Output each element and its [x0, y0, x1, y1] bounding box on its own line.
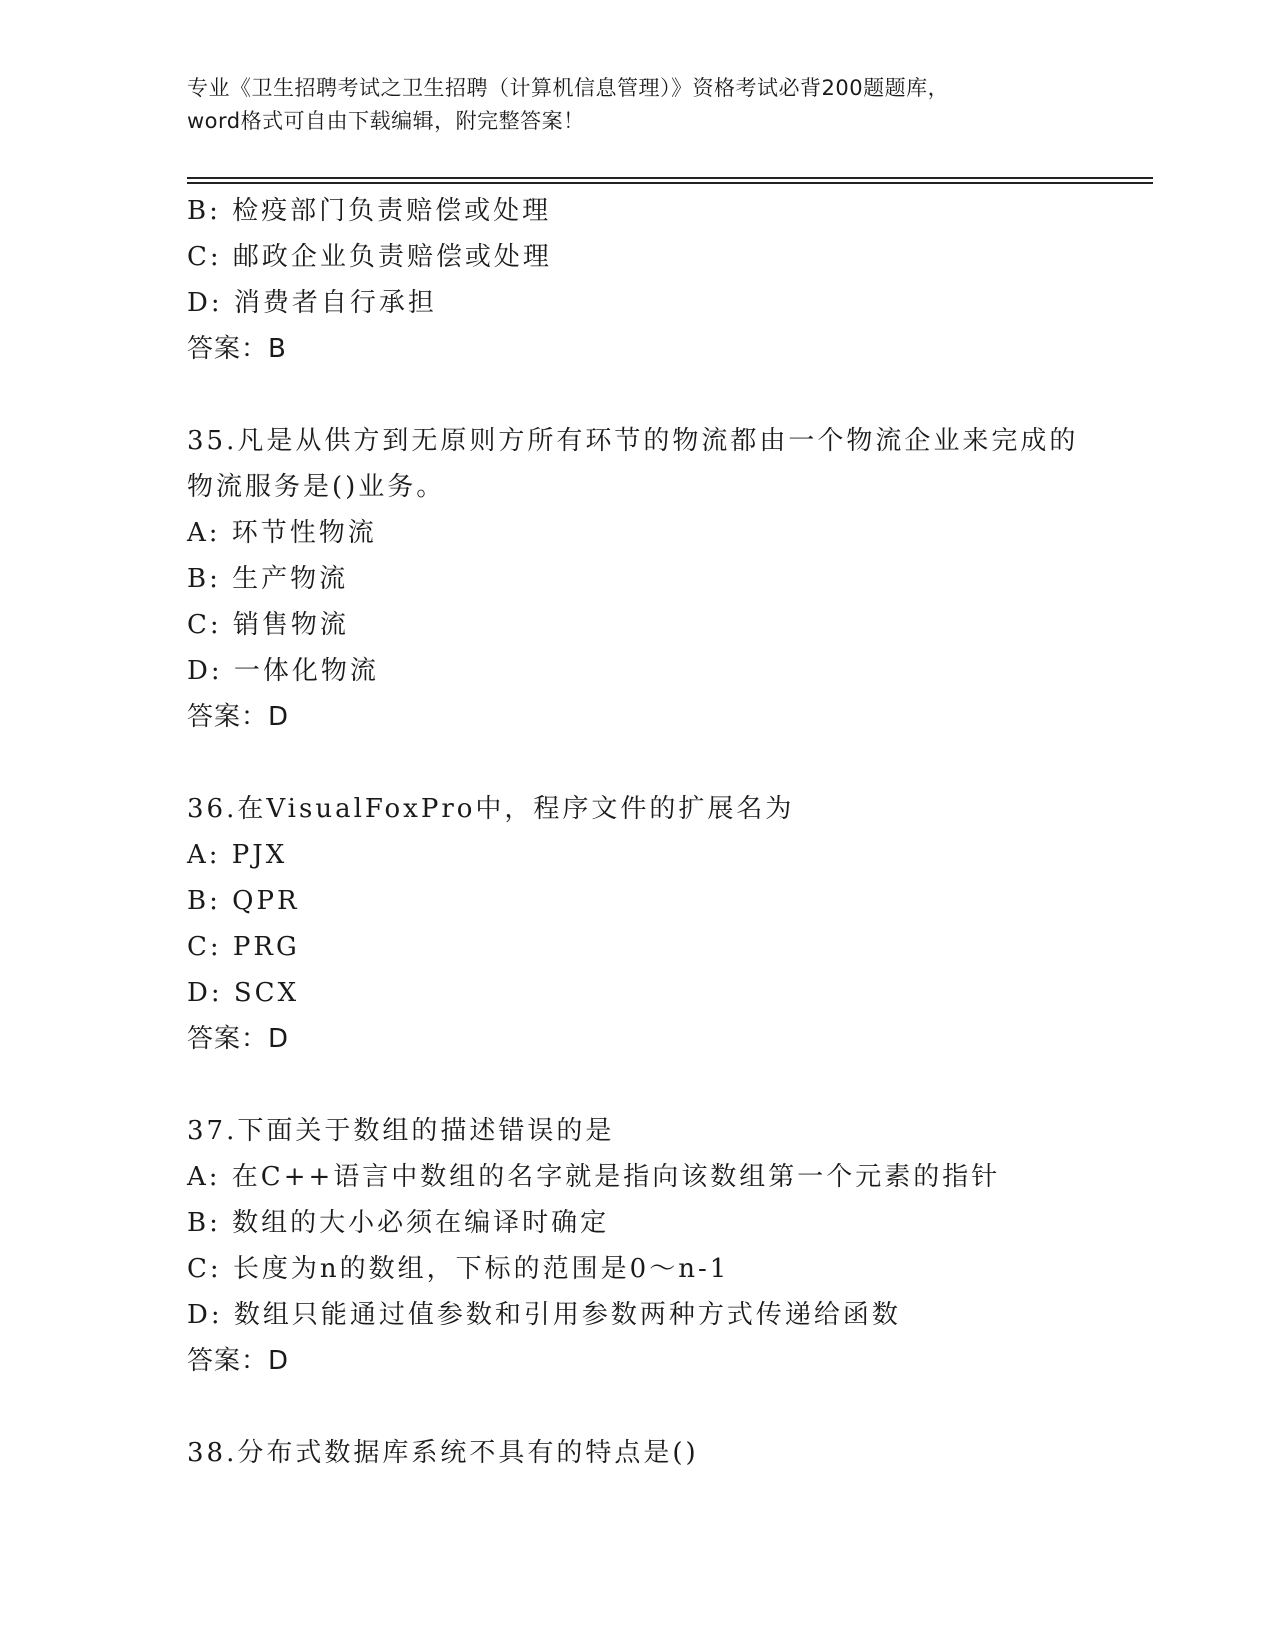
- document-header: [187, 72, 1087, 138]
- header-divider-top: [187, 177, 1153, 179]
- option-c: C: 邮政企业负责赔偿或处理: [187, 242, 552, 272]
- header-line-1: 专业《卫生招聘考试之卫生招聘（计算机信息管理）》资格考试必背200题题库，: [187, 76, 950, 100]
- option-a: A: PJX: [187, 840, 288, 870]
- question-34: [187, 188, 1087, 372]
- answer: 答案：D: [187, 702, 290, 732]
- spacer: [187, 740, 1087, 786]
- option-d: D: 消费者自行承担: [187, 288, 437, 318]
- question-38: [187, 1430, 1087, 1476]
- question-36: [187, 786, 1087, 1062]
- option-b: B: 生产物流: [187, 564, 349, 594]
- question-stem-line-2: 物流服务是()业务。: [187, 472, 446, 502]
- option-d: D: 数组只能通过值参数和引用参数两种方式传递给函数: [187, 1300, 901, 1330]
- question-stem: 38.分布式数据库系统不具有的特点是(): [187, 1438, 699, 1468]
- option-d: D: 一体化物流: [187, 656, 379, 686]
- question-35: [187, 418, 1087, 740]
- option-c: C: 销售物流: [187, 610, 349, 640]
- spacer: [187, 372, 1087, 418]
- option-b: B: 检疫部门负责赔偿或处理: [187, 196, 552, 226]
- question-stem-line-1: 35.凡是从供方到无原则方所有环节的物流都由一个物流企业来完成的: [187, 426, 1079, 456]
- answer: 答案：D: [187, 1024, 290, 1054]
- option-a: A: 环节性物流: [187, 518, 377, 548]
- spacer: [187, 1384, 1087, 1430]
- option-c: C: 长度为n的数组，下标的范围是0～n-1: [187, 1254, 730, 1284]
- option-b: B: QPR: [187, 886, 300, 916]
- question-37: [187, 1108, 1087, 1384]
- header-divider-bottom: [187, 182, 1153, 184]
- option-c: C: PRG: [187, 932, 300, 962]
- question-stem: 36.在VisualFoxPro中，程序文件的扩展名为: [187, 794, 795, 824]
- answer: 答案：D: [187, 1346, 290, 1376]
- question-stem: 37.下面关于数组的描述错误的是: [187, 1116, 615, 1146]
- option-a: A: 在C++语言中数组的名字就是指向该数组第一个元素的指针: [187, 1162, 1001, 1192]
- spacer: [187, 1062, 1087, 1108]
- header-line-2: word格式可自由下载编辑，附完整答案！: [187, 109, 585, 133]
- question-list: [187, 188, 1087, 1476]
- option-d: D: SCX: [187, 978, 300, 1008]
- option-b: B: 数组的大小必须在编译时确定: [187, 1208, 610, 1238]
- answer: 答案：B: [187, 334, 287, 364]
